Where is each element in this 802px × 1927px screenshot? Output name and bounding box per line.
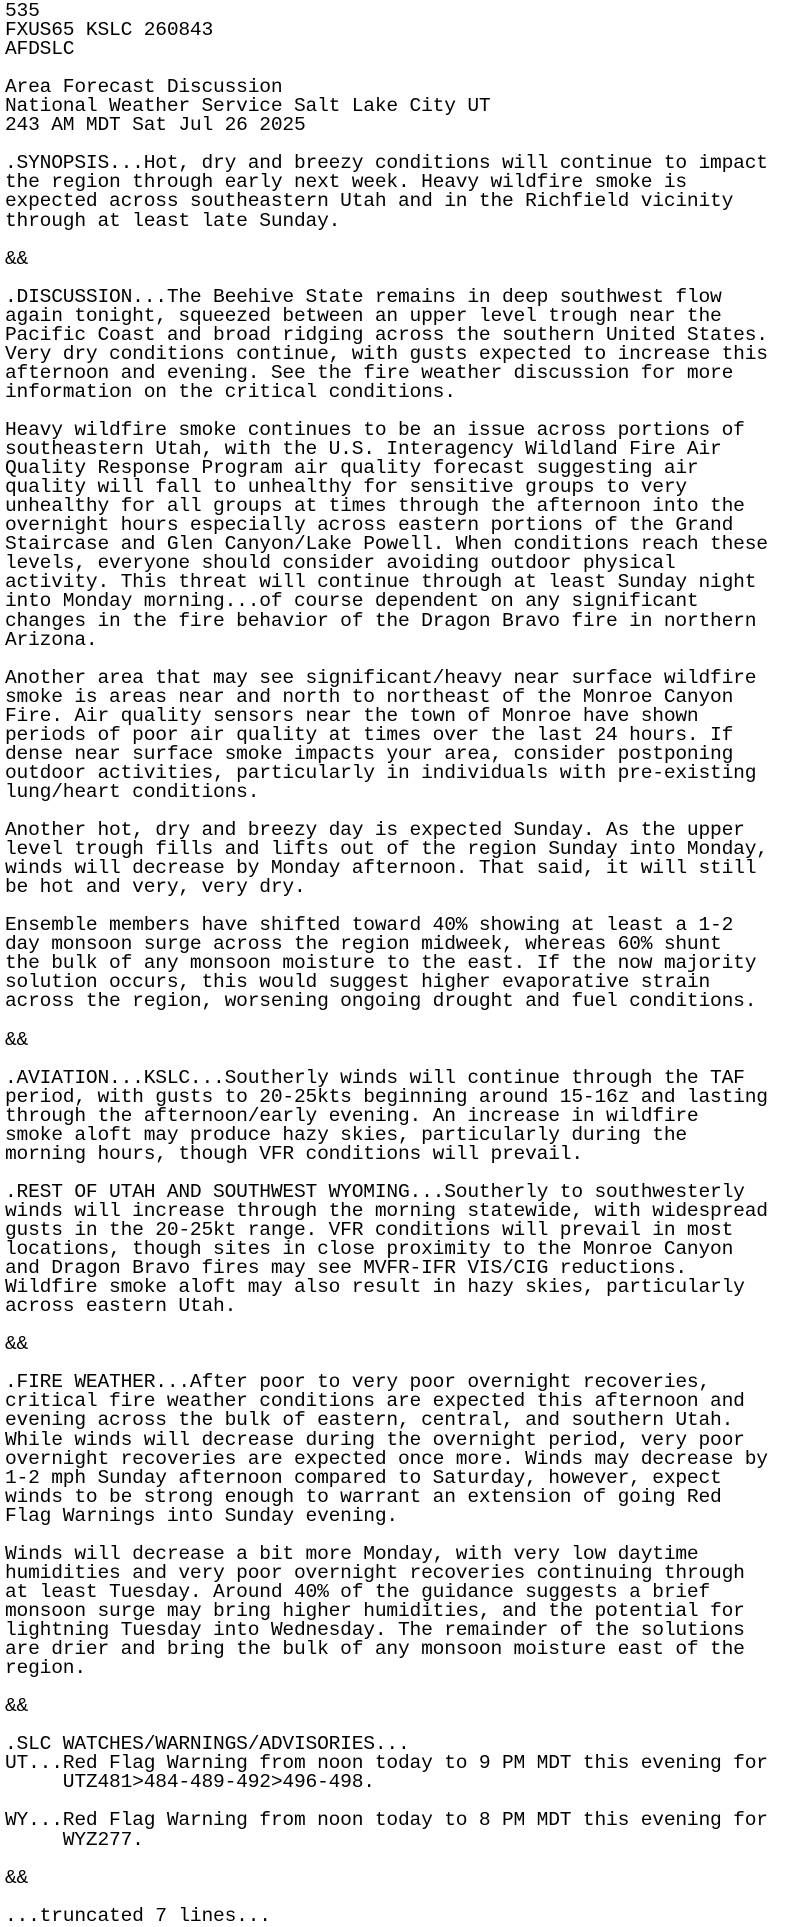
text-line: Quality Response Program air quality forecast suggesting air xyxy=(5,457,699,480)
blank-line xyxy=(5,269,802,288)
text-line: periods of poor air quality at times over the last 24 hours. If xyxy=(5,723,734,746)
text-line: through the afternoon/early evening. An increase in wildfire xyxy=(5,1104,699,1127)
text-line: winds to be strong enough to warrant an extension of going Red xyxy=(5,1485,722,1508)
text-line: through at least late Sunday. xyxy=(5,209,341,232)
text-line: smoke aloft may produce hazy skies, particularly during the xyxy=(5,1123,687,1146)
text-line: && xyxy=(5,1866,29,1889)
text-line: changes in the fire behavior of the Dragon Bravo fire in northern xyxy=(5,609,757,632)
text-line: be hot and very, very dry. xyxy=(5,876,306,899)
text-line: lightning Tuesday into Wednesday. The remainder of the solutions xyxy=(5,1618,745,1641)
text-line: again tonight, squeezed between an upper level trough near the xyxy=(5,304,722,327)
blank-line xyxy=(5,650,802,669)
text-line: && xyxy=(5,1028,29,1051)
text-line: Pacific Coast and broad ridging across the southern United States. xyxy=(5,323,768,346)
text-line: Another area that may see significant/heavy near surface wildfire xyxy=(5,666,757,689)
text-line: Area Forecast Discussion xyxy=(5,76,283,99)
text-line: Another hot, dry and breezy day is expected Sunday. As the upper xyxy=(5,819,745,842)
text-line: 243 AM MDT Sat Jul 26 2025 xyxy=(5,114,306,137)
text-line: UT...Red Flag Warning from noon today to 9 PM MDT this evening for xyxy=(5,1752,768,1775)
text-line: .DISCUSSION...The Beehive State remains in deep southwest flow xyxy=(5,285,722,308)
text-line: region. xyxy=(5,1657,86,1680)
text-line: monsoon surge may bring higher humidities, and the potential for xyxy=(5,1599,745,1622)
text-line: across the region, worsening ongoing drought and fuel conditions. xyxy=(5,990,757,1013)
text-line: gusts in the 20-25kt range. VFR conditions will prevail in most xyxy=(5,1219,734,1241)
text-line: .SYNOPSIS...Hot, dry and breezy conditions will continue to impact xyxy=(5,152,768,175)
text-line: 535 xyxy=(5,0,40,22)
text-line: dense near surface smoke impacts your area, consider postponing xyxy=(5,742,734,765)
text-line: quality will fall to unhealthy for sensitive groups to very xyxy=(5,476,687,499)
text-line: expected across southeastern Utah and in the Richfield vicinity xyxy=(5,190,734,213)
text-line: AFDSLC xyxy=(5,38,75,61)
text-line: winds will increase through the morning statewide, with widespread xyxy=(5,1199,768,1222)
text-line: solution occurs, this would suggest higher evaporative strain xyxy=(5,971,711,994)
text-line: southeastern Utah, with the U.S. Interagency Wildland Fire Air xyxy=(5,438,722,461)
text-line: .SLC WATCHES/WARNINGS/ADVISORIES... xyxy=(5,1733,410,1756)
text-line: information on the critical conditions. xyxy=(5,380,456,403)
text-line: overnight recoveries are expected once more. Winds may decrease by xyxy=(5,1447,768,1470)
text-line: levels, everyone should consider avoiding outdoor physical xyxy=(5,552,676,575)
text-line: the region through early next week. Heavy wildfire smoke is xyxy=(5,171,687,194)
text-line: evening across the bulk of eastern, central, and southern Utah. xyxy=(5,1409,734,1432)
text-line: critical fire weather conditions are expected this afternoon and xyxy=(5,1390,745,1413)
text-line: unhealthy for all groups at times through the afternoon into the xyxy=(5,495,745,518)
text-line: 1-2 mph Sunday afternoon compared to Saturday, however, expect xyxy=(5,1466,722,1489)
blank-line xyxy=(5,1050,802,1069)
text-line: at least Tuesday. Around 40% of the guidance suggests a brief xyxy=(5,1580,711,1603)
text-line: Winds will decrease a bit more Monday, with very low daytime xyxy=(5,1542,699,1565)
text-line: into Monday morning...of course dependent on any significant xyxy=(5,590,699,613)
text-line: across eastern Utah. xyxy=(5,1295,237,1318)
text-line: smoke is areas near and north to northeast of the Monroe Canyon xyxy=(5,685,734,708)
blank-line xyxy=(5,1316,802,1335)
text-line: and Dragon Bravo fires may see MVFR-IFR VIS/CIG reductions. xyxy=(5,1257,687,1280)
text-line: Wildfire smoke aloft may also result in hazy skies, particularly xyxy=(5,1276,745,1299)
text-line: && xyxy=(5,1333,29,1356)
text-line: && xyxy=(5,247,29,270)
text-line: FXUS65 KSLC 260843 xyxy=(5,19,214,42)
text-line: .AVIATION...KSLC...Southerly winds will continue through the TAF xyxy=(5,1066,745,1089)
blank-line xyxy=(5,1888,802,1907)
text-line: activity. This threat will continue through at least Sunday night xyxy=(5,571,757,594)
text-line: Flag Warnings into Sunday evening. xyxy=(5,1504,398,1527)
text-line: period, with gusts to 20-25kts beginning around 15-16z and lasting xyxy=(5,1085,768,1108)
text-line: Arizona. xyxy=(5,628,98,651)
text-line: morning hours, though VFR conditions will prevail. xyxy=(5,1142,583,1165)
text-line: winds will decrease by Monday afternoon. That said, it will still xyxy=(5,857,757,880)
text-line: outdoor activities, particularly in individuals with pre-existing xyxy=(5,761,757,784)
text-line: .FIRE WEATHER...After poor to very poor overnight recoveries, xyxy=(5,1371,711,1394)
text-line: the bulk of any monsoon moisture to the east. If the now majority xyxy=(5,952,757,975)
text-line: are drier and bring the bulk of any monsoon moisture east of the xyxy=(5,1638,745,1661)
text-line: && xyxy=(5,1695,29,1718)
text-line: humidities and very poor overnight recoveries continuing through xyxy=(5,1561,745,1584)
text-line: Fire. Air quality sensors near the town of Monroe have shown xyxy=(5,704,699,727)
text-line: locations, though sites in close proximity to the Monroe Canyon xyxy=(5,1238,734,1261)
text-line: ...truncated 7 lines... xyxy=(5,1904,271,1927)
text-line: day monsoon surge across the region midweek, whereas 60% shunt xyxy=(5,933,722,956)
text-line: WY...Red Flag Warning from noon today to 8 PM MDT this evening for xyxy=(5,1809,768,1832)
text-line: Very dry conditions continue, with gusts expected to increase this xyxy=(5,342,768,365)
blank-line xyxy=(5,1850,802,1869)
text-line: overnight hours especially across eastern portions of the Grand xyxy=(5,514,734,537)
blank-line xyxy=(5,1678,802,1697)
blank-line xyxy=(5,231,802,250)
text-line: While winds will decrease during the overnight period, very poor xyxy=(5,1428,745,1451)
text-line: Ensemble members have shifted toward 40% showing at least a 1-2 xyxy=(5,914,734,937)
blank-line xyxy=(5,1526,802,1545)
text-line: afternoon and evening. See the fire weather discussion for more xyxy=(5,361,734,384)
text-line: lung/heart conditions. xyxy=(5,780,260,803)
text-line: Heavy wildfire smoke continues to be an issue across portions of xyxy=(5,419,745,442)
text-line: Staircase and Glen Canyon/Lake Powell. When conditions reach these xyxy=(5,533,768,556)
text-line: National Weather Service Salt Lake City UT xyxy=(5,95,491,118)
text-line: level trough fills and lifts out of the region Sunday into Monday, xyxy=(5,838,768,861)
text-line: UTZ481>484-489-492>496-498. xyxy=(5,1771,375,1794)
text-line: WYZ277. xyxy=(5,1828,144,1851)
blank-line xyxy=(5,1011,802,1030)
text-line: .REST OF UTAH AND SOUTHWEST WYOMING...Southerly to southwesterly xyxy=(5,1180,745,1203)
